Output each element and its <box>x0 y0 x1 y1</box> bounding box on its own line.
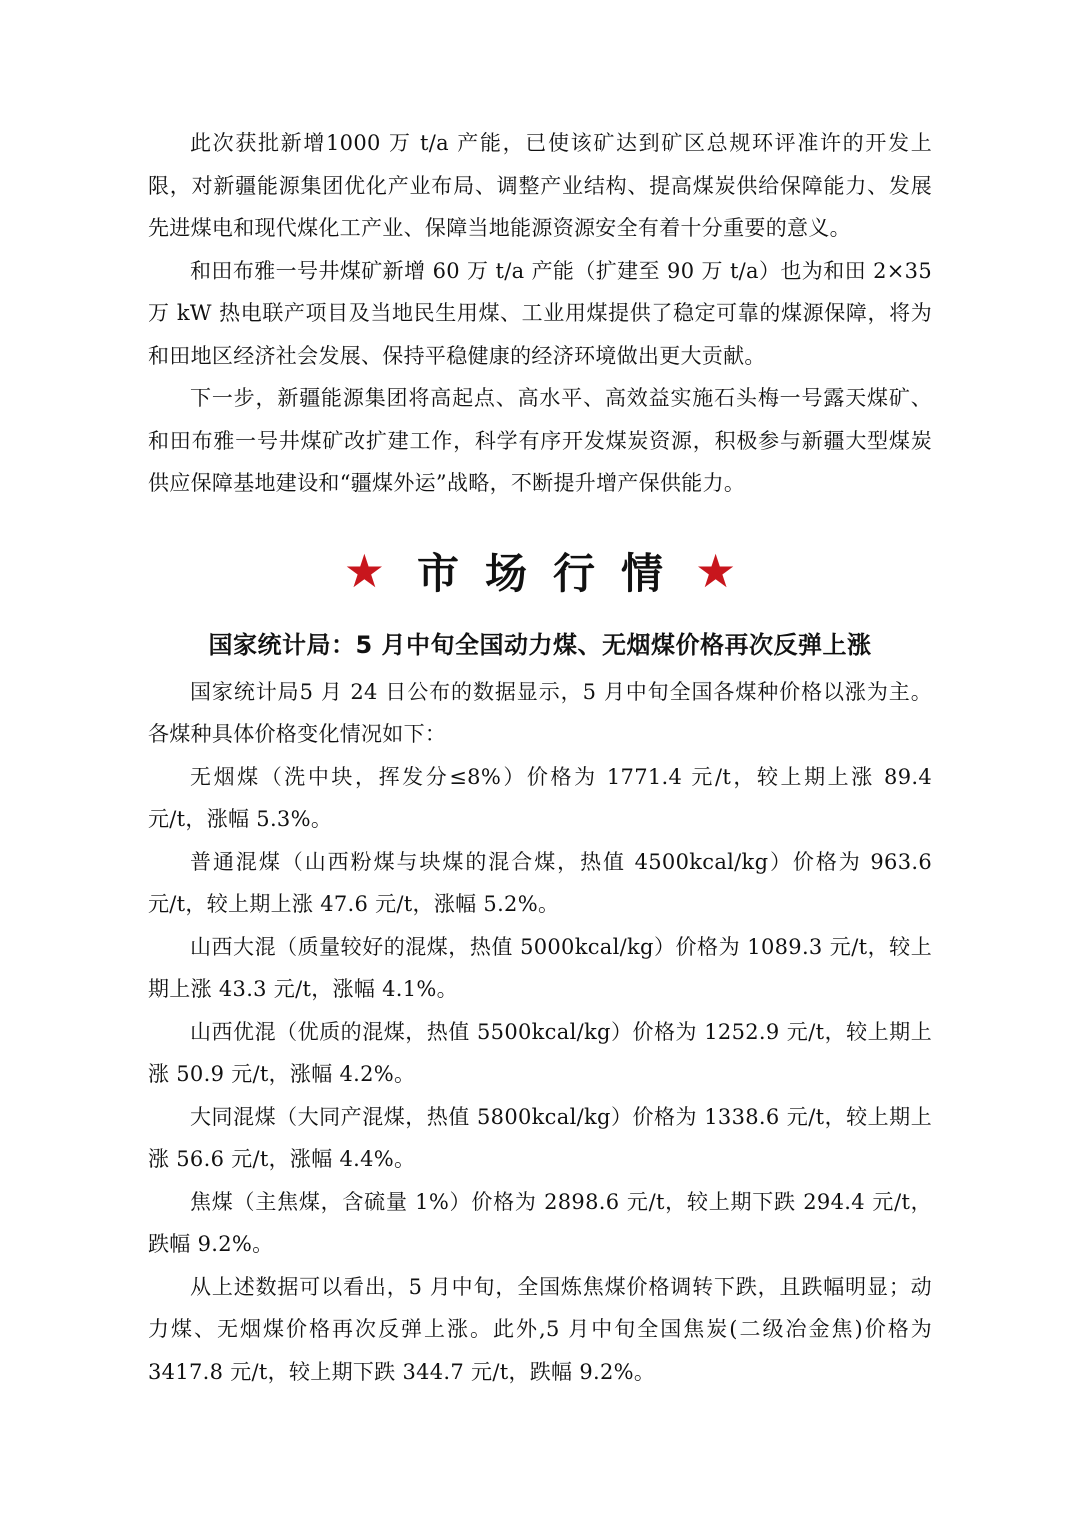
article-paragraph-shanxi-premium: 山西优混（优质的混煤，热值 5500kcal/kg）价格为 1252.9 元/t，较上期上涨 50.9 元/t，涨幅 4.2%。 <box>148 1019 932 1086</box>
intro-paragraph-1: 此次获批新增1000 万 t/a 产能，已使该矿达到矿区总规环评准许的开发上限，对新疆能源集团优化产业布局、调整产业结构、提高煤炭供给保障能力、发展先进煤电和现代煤化工产业、保障当地能源资源安全有着十分重要的意义。 <box>148 131 932 240</box>
star-right-icon: ★ <box>695 543 737 598</box>
article-paragraph-anthracite: 无烟煤（洗中块，挥发分≤8%）价格为 1771.4 元/t，较上期上涨 89.4 元/t，涨幅 5.3%。 <box>148 764 932 831</box>
article-paragraph-common-mixed: 普通混煤（山西粉煤与块煤的混合煤，热值 4500kcal/kg）价格为 963.6 元/t，较上期上涨 47.6 元/t，涨幅 5.2%。 <box>148 849 932 916</box>
document-page <box>148 122 932 1393</box>
article-paragraph-shanxi-large: 山西大混（质量较好的混煤，热值 5000kcal/kg）价格为 1089.3 元/t，较上期上涨 43.3 元/t，涨幅 4.1%。 <box>148 934 932 1001</box>
article-paragraph-coking: 焦煤（主焦煤，含硫量 1%）价格为 2898.6 元/t，较上期下跌 294.4 元/t，跌幅 9.2%。 <box>148 1189 932 1256</box>
article-title: 国家统计局：5 月中旬全国动力煤、无烟煤价格再次反弹上涨 <box>208 630 872 659</box>
intro-paragraph-2: 和田布雅一号井煤矿新增 60 万 t/a 产能（扩建至 90 万 t/a）也为和田 2×35 万 kW 热电联产项目及当地民生用煤、工业用煤提供了稳定可靠的煤源保障，将为和田地区经济社会发展、保持平稳健康的经济环境做出更大贡献。 <box>148 258 932 368</box>
star-left-icon: ★ <box>343 543 385 598</box>
section-title: 市场行情 <box>416 548 689 598</box>
section-banner <box>148 531 932 611</box>
intro-paragraph-3: 下一步，新疆能源集团将高起点、高水平、高效益实施石头梅一号露天煤矿、和田布雅一号井煤矿改扩建工作，科学有序开发煤炭资源，积极参与新疆大型煤炭供应保障基地建设和“疆煤外运”战略，不断提升增产保供能力。 <box>148 386 932 495</box>
article-paragraph-summary: 从上述数据可以看出，5 月中旬，全国炼焦煤价格调转下跌，且跌幅明显；动力煤、无烟煤价格再次反弹上涨。此外,5 月中旬全国焦炭(二级冶金焦)价格为 3417.8 元/t，较上期下跌 344.7 元/t，跌幅 9.2%。 <box>148 1274 932 1384</box>
article-paragraph-datong: 大同混煤（大同产混煤，热值 5800kcal/kg）价格为 1338.6 元/t，较上期上涨 56.6 元/t，涨幅 4.4%。 <box>148 1104 932 1171</box>
article-paragraph-1: 国家统计局5 月 24 日公布的数据显示，5 月中旬全国各煤种价格以涨为主。各煤种具体价格变化情况如下： <box>148 679 932 746</box>
